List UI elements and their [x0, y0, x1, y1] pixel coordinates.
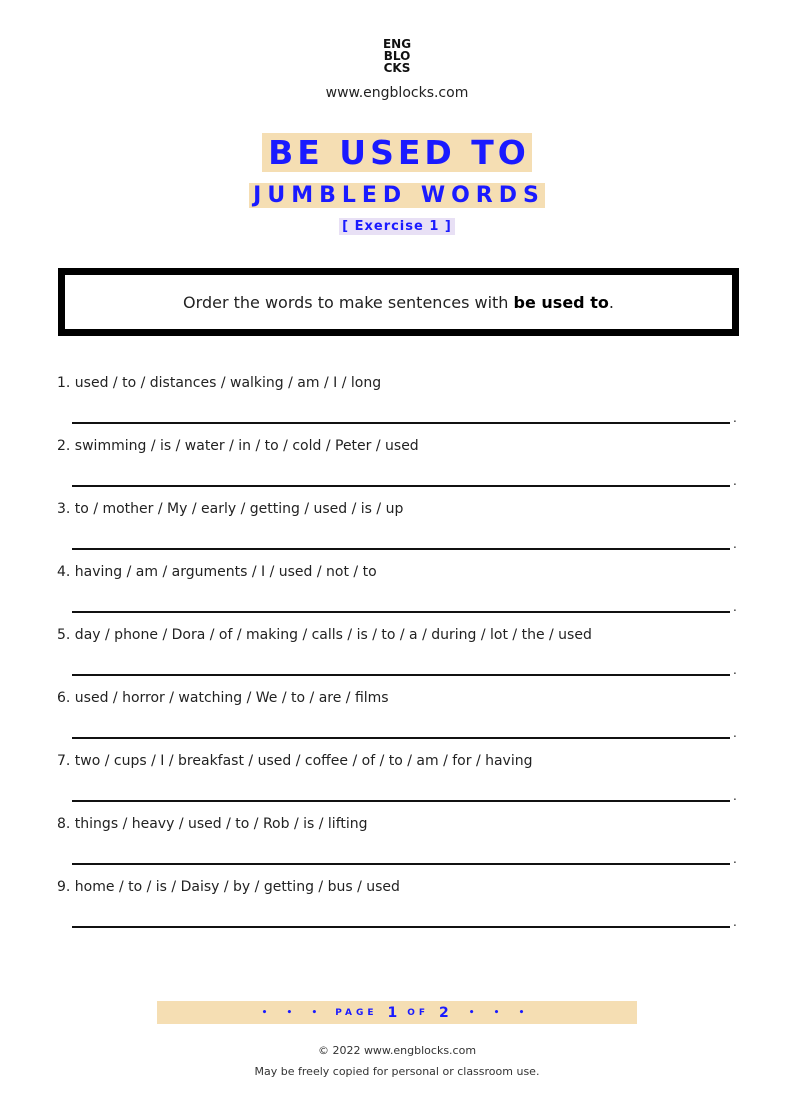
- answer-line[interactable]: [72, 737, 730, 739]
- license-note: May be freely copied for personal or classroom use.: [254, 1065, 540, 1078]
- question-text: 7. two / cups / I / breakfast / used / coffee / of / to / am / for / having: [57, 753, 533, 769]
- page-title-wrap: [0, 133, 794, 173]
- answer-end-period: .: [733, 600, 737, 614]
- question-text: 4. having / am / arguments / I / used / not / to: [57, 564, 377, 580]
- logo-line: CKS: [383, 61, 411, 75]
- answer-line[interactable]: [72, 674, 730, 676]
- question-text: 3. to / mother / My / early / getting / used / is / up: [57, 501, 404, 517]
- instruction-suffix: .: [608, 292, 614, 312]
- page-indicator: [157, 1001, 637, 1024]
- answer-line[interactable]: [72, 485, 730, 487]
- answer-line[interactable]: [72, 548, 730, 550]
- instruction-box: [58, 268, 739, 336]
- of-word: OF: [407, 1007, 430, 1018]
- page-word: PAGE: [335, 1007, 378, 1018]
- answer-line[interactable]: [72, 800, 730, 802]
- answer-line[interactable]: [72, 863, 730, 865]
- pager-dots-left: • • •: [261, 1007, 326, 1018]
- answer-end-period: .: [733, 474, 737, 488]
- question-text: 1. used / to / distances / walking / am / I / long: [57, 375, 382, 391]
- pager-dots-right: • • •: [468, 1007, 533, 1018]
- question-text: 8. things / heavy / used / to / Rob / is / lifting: [57, 816, 368, 832]
- question-text: 5. day / phone / Dora / of / making / calls / is / to / a / during / lot / the / used: [57, 627, 592, 643]
- answer-line[interactable]: [72, 611, 730, 613]
- question-text: 9. home / to / is / Daisy / by / getting / bus / used: [57, 879, 400, 895]
- copyright: © 2022 www.engblocks.com: [317, 1044, 477, 1057]
- answer-end-period: .: [733, 663, 737, 677]
- page-title: BE USED TO: [262, 133, 532, 172]
- page-subtitle: JUMBLED WORDS: [249, 183, 545, 208]
- site-url: www.engblocks.com: [325, 85, 469, 101]
- answer-end-period: .: [733, 789, 737, 803]
- page-total: 2: [439, 1004, 449, 1021]
- answer-end-period: .: [733, 852, 737, 866]
- logo-line: BLO: [383, 49, 411, 63]
- instruction-emphasis: be used to: [513, 292, 609, 312]
- question-text: 6. used / horror / watching / We / to / are / films: [57, 690, 389, 706]
- exercise-label: [ Exercise 1 ]: [339, 218, 455, 235]
- page-current: 1: [387, 1004, 398, 1021]
- exercise-label-wrap: [0, 215, 794, 236]
- instruction-prefix: Order the words to make sentences with: [183, 292, 514, 312]
- answer-end-period: .: [733, 537, 737, 551]
- page-subtitle-wrap: [0, 182, 794, 209]
- question-text: 2. swimming / is / water / in / to / cold / Peter / used: [57, 438, 419, 454]
- engblocks-logo: [0, 38, 794, 74]
- answer-end-period: .: [733, 726, 737, 740]
- answer-line[interactable]: [72, 926, 730, 928]
- logo-line: ENG: [382, 37, 412, 51]
- answer-end-period: .: [733, 411, 737, 425]
- answer-line[interactable]: [72, 422, 730, 424]
- answer-end-period: .: [733, 915, 737, 929]
